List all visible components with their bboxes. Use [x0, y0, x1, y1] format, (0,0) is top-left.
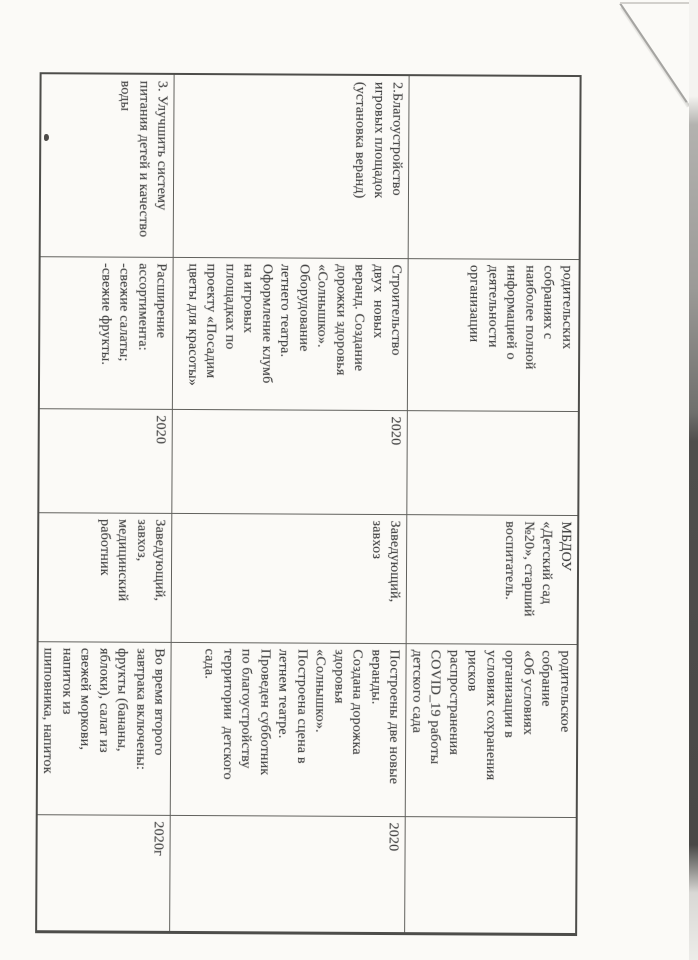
cell-term: 2020	[38, 408, 173, 513]
cell-activities: Расширение ассортимента: -свежие салаты; -свежие фрукты.	[39, 256, 174, 409]
cell-results-term	[405, 816, 577, 934]
cell-term: 2020	[172, 409, 408, 514]
table-row-continuation	[405, 75, 580, 934]
cell-results-term: 2020	[170, 815, 406, 933]
cell-results-term: 2020г	[36, 814, 171, 932]
cell-activities: родительских собраниях с наиболее полной информацией о деятельности организации	[408, 258, 580, 411]
cell-results: родительское собрание «Об условиях организации в условиях сохранения рисков распространения COVID_19 работы детского сада	[406, 643, 578, 817]
cell-responsible: Заведующий, завхоз, медицинский работник	[38, 512, 173, 642]
cell-responsible: Заведующий, завхоз	[172, 513, 408, 643]
cell-responsible: МБДОУ «Детский сад №20», старший воспитатель.	[407, 514, 579, 644]
plan-results-table	[35, 72, 581, 935]
cell-activities: Строительство двух новых веранд. Создание дорожки здоровья «Солнышко». Оборудование летнего театра. Оформление клумб на игровых площадках по проекту «Посадим цветы для красоты»	[173, 257, 409, 410]
table-row-playgrounds	[170, 74, 409, 933]
cell-task: 3. Улучшить систему питания детей и качество воды	[40, 73, 175, 257]
scan-right-edge	[689, 0, 698, 960]
cell-results: Во время второго завтрака включены: фрукты (бананы, яблоки), салат из свежей моркови, напиток из шиповника, напиток	[37, 641, 172, 815]
cell-term	[407, 410, 579, 515]
cell-task	[409, 75, 581, 259]
cell-task: 2.Благоустройство игровых площадок (установка веранд)	[174, 74, 410, 258]
page-top-edge	[620, 2, 698, 4]
cell-results: Построены две новые веранды. Создана дорожка здоровья «Солнышко». Построена сцена в летнем театре. Проведен субботник по благоустройству территории детского сада.	[171, 642, 407, 816]
table-row-nutrition	[36, 73, 174, 932]
